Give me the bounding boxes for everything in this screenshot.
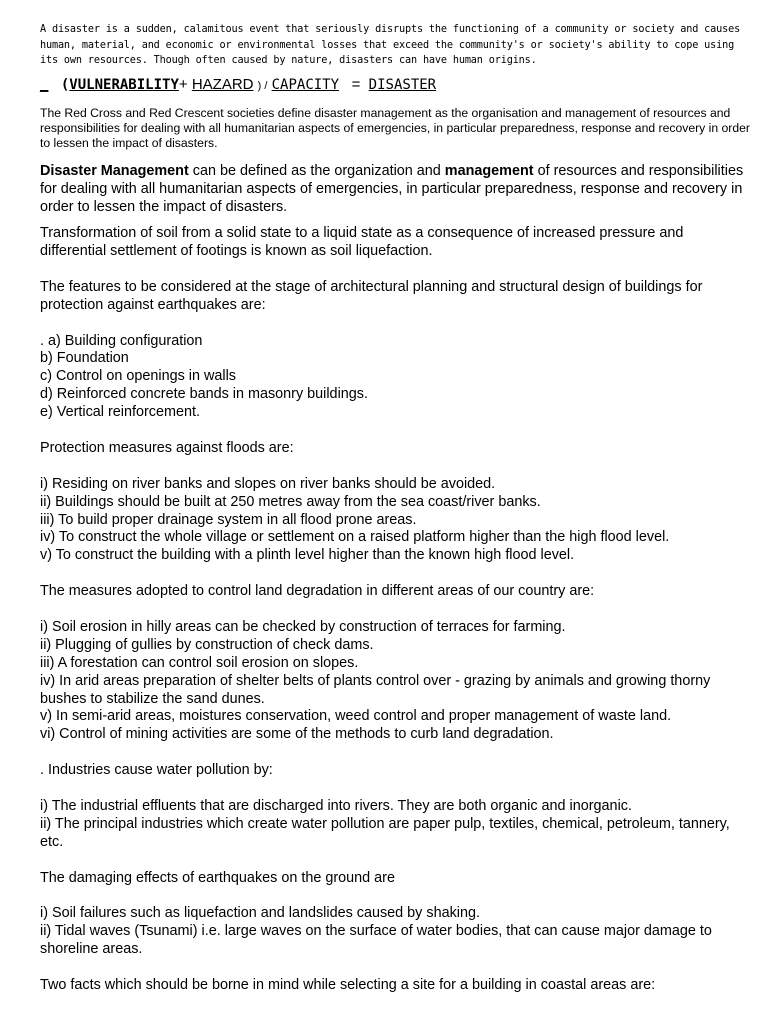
liquefaction-paragraph: Transformation of soil from a solid state to a liquid state as a consequence of increased pressure and differential settlement of footings is known as soil liquefaction. — [40, 225, 684, 260]
list-item: . a) Building configuration — [40, 332, 203, 349]
intro-paragraph: A disaster is a sudden, calamitous event that seriously disrupts the functioning of a community or society and causes human, material, and economic or environmental losses that exceed the community's or society's ability to cope using its own resources. Though often caused by nature, disasters can have human origins. — [40, 24, 741, 66]
dm-term-2: management — [444, 163, 534, 180]
disaster-management-definition — [40, 163, 752, 217]
list-item: iii) A forestation can control soil erosion on slopes. — [40, 654, 359, 671]
formula-plus: + — [178, 75, 188, 93]
earthquake-features-heading: The features to be considered at the stage of architectural planning and structural design of buildings for protection against earthquakes are: — [40, 278, 703, 313]
list-item: e) Vertical reinforcement. — [40, 404, 200, 421]
list-item: ii) The principal industries which create water pollution are paper pulp, textiles, chemical, petroleum, tannery, etc. — [40, 815, 730, 850]
list-item: v) In semi-arid areas, moistures conservation, weed control and proper management of waste land. — [40, 708, 672, 725]
list-item: ii) Tidal waves (Tsunami) i.e. large waves on the surface of water bodies, that can cause major damage to shoreline areas. — [40, 923, 712, 958]
dm-term: Disaster Management — [40, 163, 189, 180]
formula-capacity: CAPACITY — [271, 76, 340, 93]
formula-open-paren: ( — [60, 76, 70, 93]
document-page — [40, 22, 752, 995]
earthquake-effects-heading: The damaging effects of earthquakes on the ground are — [40, 869, 395, 886]
coastal-site-paragraph: Two facts which should be borne in mind while selecting a site for a building in coastal areas are: — [40, 977, 656, 993]
formula-lead: _ — [40, 75, 49, 93]
land-degradation-heading: The measures adopted to control land degradation in different areas of our country are: — [40, 583, 595, 600]
list-item: iv) In arid areas preparation of shelter belts of plants control over - grazing by animals and growing thorny bushes to stabilize the sand dunes. — [40, 672, 711, 707]
list-item: iii) To build proper drainage system in all flood prone areas. — [40, 511, 417, 528]
formula-equals: = — [351, 75, 361, 93]
list-item: i) Soil erosion in hilly areas can be checked by construction of terraces for farming. — [40, 618, 566, 635]
formula-close-slash: ) / — [257, 79, 268, 92]
earthquake-effects-list — [40, 905, 752, 959]
floods-list — [40, 476, 752, 566]
formula-vulnerability: VULNERABILITY — [69, 76, 179, 93]
dm-text-1: can be defined as the organization and — [188, 163, 445, 180]
formula-disaster: DISASTER — [368, 76, 437, 93]
water-pollution-list — [40, 798, 752, 852]
list-item: v) To construct the building with a plinth level higher than the known high flood level. — [40, 547, 575, 564]
dm-text-2: of resources and responsibilities for dealing with all humanitarian aspects of emergencies, in particular preparedness, response and recovery in order to lessen the impact of disasters. — [40, 163, 744, 216]
earthquake-features-list — [40, 333, 752, 423]
water-pollution-heading: . Industries cause water pollution by: — [40, 762, 273, 779]
land-degradation-list — [40, 619, 752, 744]
list-item: ii) Buildings should be built at 250 metres away from the sea coast/river banks. — [40, 493, 541, 510]
list-item: d) Reinforced concrete bands in masonry buildings. — [40, 386, 368, 403]
list-item: iv) To construct the whole village or settlement on a raised platform higher than the high flood level. — [40, 529, 670, 546]
list-item: i) Residing on river banks and slopes on river banks should be avoided. — [40, 475, 496, 492]
list-item: c) Control on openings in walls — [40, 368, 236, 385]
red-cross-paragraph: The Red Cross and Red Crescent societies define disaster management as the organisation and management of resources and responsibilities for dealing with all humanitarian aspects of emergencies, in particular preparedness, response and recovery in order to lessen the impact of disasters. — [40, 105, 750, 151]
disaster-formula — [40, 75, 752, 96]
floods-heading: Protection measures against floods are: — [40, 439, 294, 456]
formula-hazard: HAZARD — [191, 75, 254, 93]
list-item: vi) Control of mining activities are some of the methods to curb land degradation. — [40, 726, 554, 743]
list-item: ii) Plugging of gullies by construction of check dams. — [40, 636, 374, 653]
list-item: i) The industrial effluents that are discharged into rivers. They are both organic and inorganic. — [40, 797, 632, 814]
list-item: i) Soil failures such as liquefaction and landslides caused by shaking. — [40, 905, 480, 922]
list-item: b) Foundation — [40, 350, 129, 367]
